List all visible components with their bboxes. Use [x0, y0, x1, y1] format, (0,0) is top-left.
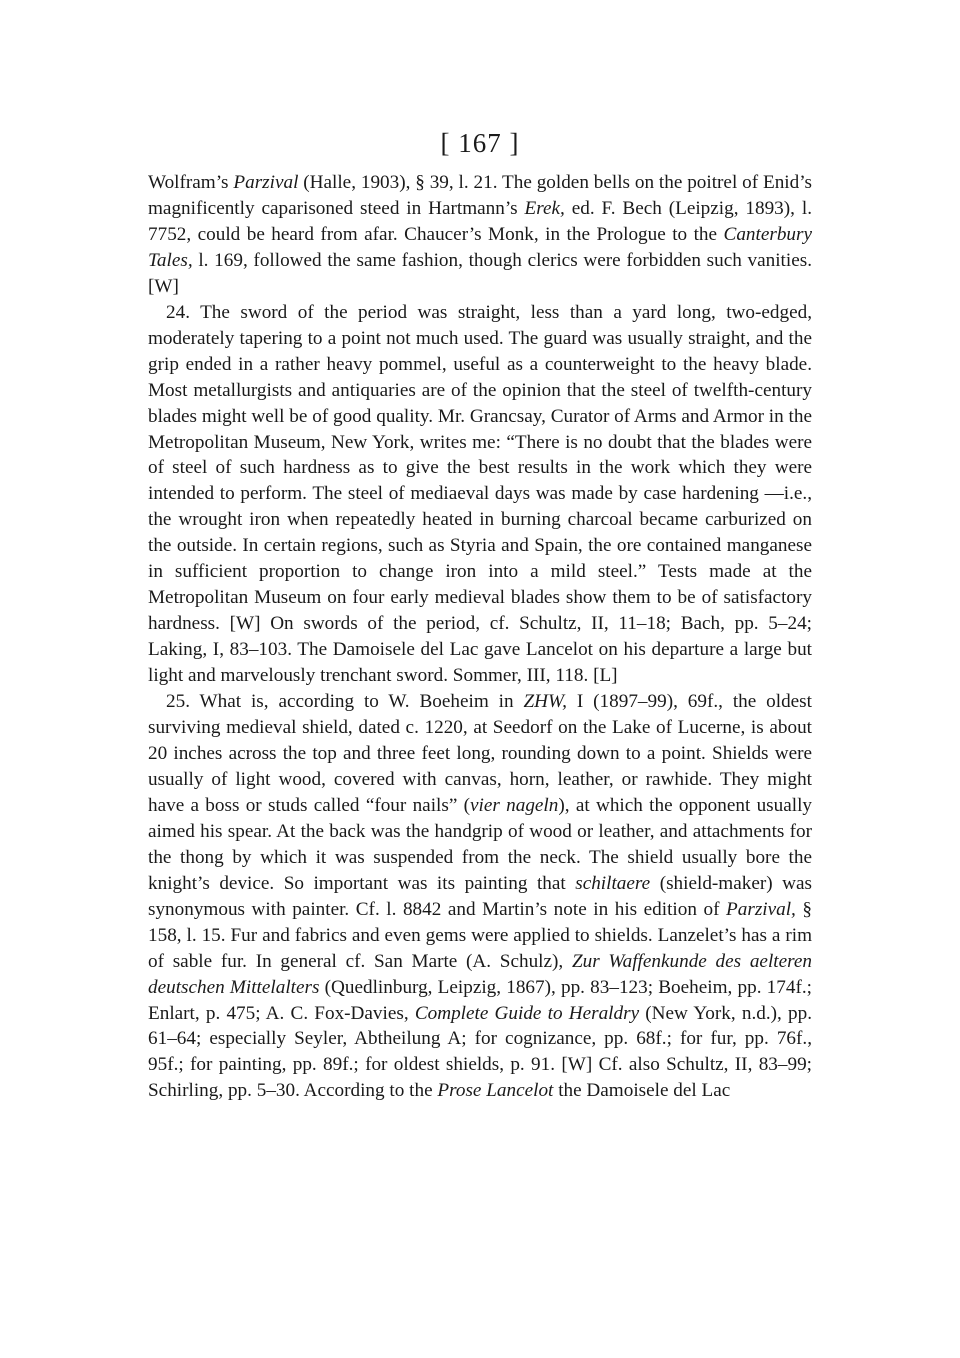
text-run: (New York, n.d.), pp. 61–64; especially Seyler, Abtheilung A; for cognizance, pp. 68f.; for fur, pp. 76f., 95f.; for painting, pp. 89f.; for oldest shields, p. 91. [W] Cf. also Schultz, II, 83–99; Schirling, pp. 5–30. According to the: [148, 1002, 813, 1102]
paragraph-continuation: [148, 170, 812, 300]
italic-text: Parzival,: [726, 898, 796, 920]
italic-text: Parzival: [233, 172, 299, 193]
italic-text: schiltaere: [575, 872, 651, 894]
text-run: the Damoisele del Lac: [553, 1080, 731, 1102]
page-number: [ 167 ]: [440, 128, 520, 158]
text-run: Wolfram’s: [148, 172, 234, 193]
text-run: I (1897–99), 69f., the oldest surviving medieval shield, dated c. 1220, at Seedorf on the Lake of Lucerne, is about 20 inches across the top and three feet long, rounding down to a point. Shields were usually of light wood, covered with canvas, horn, leather, or rawhide. They might have a boss or studs called “four nails” (: [148, 691, 812, 816]
italic-text: Erek,: [524, 197, 565, 219]
italic-text: Complete Guide to Heraldry: [414, 1002, 640, 1024]
text-run: ed. F. Bech (Leipzig, 1893), l. 7752, could be heard from afar. Chaucer’s Monk, in the Prologue to the: [148, 197, 812, 245]
text-run: 25. What is, according to W. Boeheim in: [166, 691, 524, 713]
text-run: l. 169, followed the same fashion, though clerics were forbidden such vanities. [W]: [148, 249, 812, 297]
text-run: (shield-maker) was synonymous with painter. Cf. l. 8842 and Martin’s note in his edition of: [148, 872, 812, 920]
paragraph-note-24: [148, 300, 812, 689]
text-run: (Halle, 1903), § 39, l. 21. The golden bells on the poitrel of Enid’s magnificently caparisoned steed in Hartmann’s: [148, 172, 813, 219]
italic-text: Zur Waffenkunde des aelteren deutschen Mittelalters: [148, 950, 812, 998]
text-run: § 158, l. 15. Fur and fabrics and even gems were applied to shields. Lanzelet’s has a rim of sable fur. In general cf. San Marte (A. Schulz),: [148, 898, 812, 972]
italic-text: Canterbury Tales,: [148, 223, 812, 271]
text-run: 24. The sword of the period was straight, less than a yard long, two-edged, moderately tapering to a point not much used. The guard was usually straight, and the grip ended in a rather heavy pommel, useful as a counterweight to the heavy blade. Most metallurgists and antiquaries are of the opinion that the steel of twelfth-century blades might well be of good quality. Mr. Grancsay, Curator of Arms and Armor in the Metropolitan Museum, New York, writes me: “There is no doubt that the blades were of steel of such hardness as to give the best results in the work which they were intended to perform. The steel of mediaeval days was made by case hardening —i.e., the wrought iron when repeatedly heated in burning charcoal became carburized on the outside. In certain regions, such as Styria and Spain, the ore contained manganese in sufficient proportion to change iron into a mild steel.” Tests made at the Metropolitan Museum on four early medieval blades show them to be of satisfactory hardness. [W] On swords of the period, cf. Schultz, II, 11–18; Bach, pp. 5–24; Laking, I, 83–103. The Damoisele del Lac gave Lancelot on his departure a large but light and marvelously trenchant sword. Sommer, III, 118. [L]: [148, 301, 812, 687]
italic-text: vier nageln: [470, 794, 559, 816]
body-text: [148, 170, 812, 1104]
italic-text: ZHW,: [523, 691, 567, 713]
text-run: (Quedlinburg, Leipzig, 1867), pp. 83–123; Boeheim, pp. 174f.; Enlart, p. 475; A. C. Fox-Davies,: [148, 976, 812, 1024]
text-run: ), at which the opponent usually aimed his spear. At the back was the handgrip of wood or leather, and attachments for the thong by which it was suspended from the neck. The shield usually bore the knight’s device. So important was its painting that: [148, 794, 812, 894]
italic-text: Prose Lancelot: [437, 1080, 554, 1102]
paragraph-note-25: [148, 689, 812, 1104]
